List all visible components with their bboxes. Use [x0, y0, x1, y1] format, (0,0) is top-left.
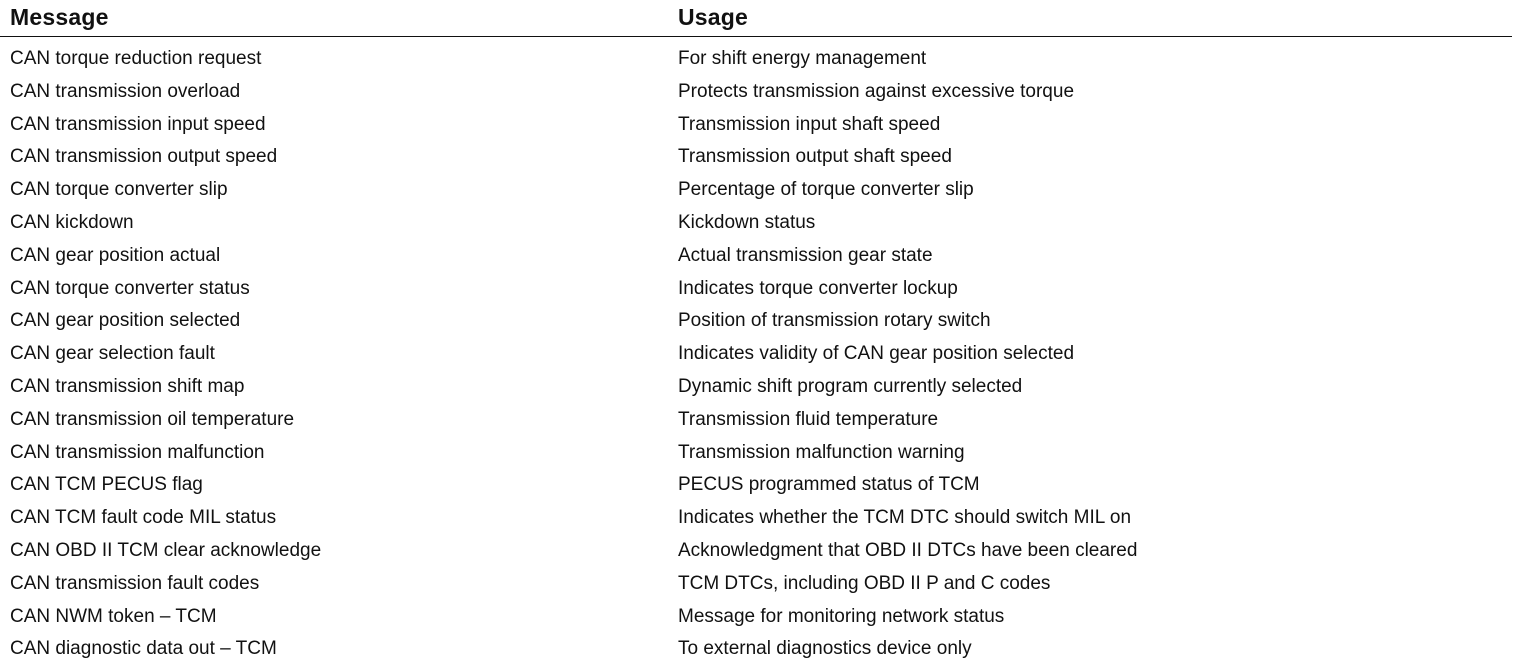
- message-cell: CAN gear selection fault: [10, 343, 215, 365]
- usage-cell: Actual transmission gear state: [678, 244, 933, 266]
- usage-cell: Dynamic shift program currently selected: [678, 375, 1023, 397]
- usage-cell: Position of transmission rotary switch: [678, 310, 991, 332]
- usage-cell: Kickdown status: [678, 211, 816, 233]
- table-row: [0, 405, 1536, 438]
- message-cell: CAN OBD II TCM clear acknowledge: [10, 539, 322, 561]
- message-cell: CAN gear position selected: [10, 310, 241, 332]
- usage-cell: Indicates validity of CAN gear position selected: [678, 343, 1075, 365]
- usage-cell: Transmission output shaft speed: [678, 146, 952, 168]
- usage-cell: PECUS programmed status of TCM: [678, 474, 980, 496]
- usage-cell: Protects transmission against excessive torque: [678, 80, 1075, 102]
- usage-cell: Percentage of torque converter slip: [678, 179, 974, 201]
- column-header-message: Message: [10, 4, 109, 30]
- table-row: [0, 274, 1536, 307]
- message-cell: CAN transmission shift map: [10, 375, 245, 397]
- message-cell: CAN transmission input speed: [10, 113, 266, 135]
- usage-cell: For shift energy management: [678, 48, 927, 69]
- message-cell: CAN kickdown: [10, 211, 134, 233]
- table-row: [0, 339, 1536, 372]
- column-header-usage: Usage: [678, 4, 749, 30]
- table-row: [0, 142, 1536, 175]
- table-row: [0, 44, 1536, 77]
- message-cell: CAN torque converter slip: [10, 179, 228, 201]
- table-row: [0, 503, 1536, 536]
- table-row: [0, 634, 1536, 667]
- table-row: [0, 241, 1536, 274]
- table-row: [0, 470, 1536, 503]
- usage-cell: TCM DTCs, including OBD II P and C codes: [678, 572, 1051, 594]
- table-row: [0, 77, 1536, 110]
- usage-cell: To external diagnostics device only: [678, 638, 972, 660]
- usage-cell: Message for monitoring network status: [678, 605, 1005, 627]
- table-body: [0, 44, 1536, 667]
- usage-cell: Transmission malfunction warning: [678, 441, 965, 463]
- table-row: [0, 536, 1536, 569]
- table-row: [0, 438, 1536, 471]
- message-cell: CAN transmission overload: [10, 80, 241, 102]
- usage-cell: Transmission fluid temperature: [678, 408, 939, 430]
- message-cell: CAN diagnostic data out – TCM: [10, 638, 277, 660]
- table-header-row: [0, 0, 1536, 38]
- table-row: [0, 306, 1536, 339]
- message-cell: CAN transmission output speed: [10, 146, 278, 168]
- usage-cell: Acknowledgment that OBD II DTCs have been cleared: [678, 539, 1138, 561]
- usage-cell: Indicates whether the TCM DTC should switch MIL on: [678, 507, 1132, 529]
- usage-cell: Indicates torque converter lockup: [678, 277, 958, 299]
- message-cell: CAN torque reduction request: [10, 48, 262, 69]
- header-divider: [0, 36, 1512, 37]
- message-cell: CAN TCM fault code MIL status: [10, 507, 277, 529]
- table-row: [0, 208, 1536, 241]
- message-cell: CAN gear position actual: [10, 244, 221, 266]
- message-cell: CAN NWM token – TCM: [10, 605, 217, 627]
- table-row: [0, 602, 1536, 635]
- table-row: [0, 175, 1536, 208]
- message-cell: CAN torque converter status: [10, 277, 250, 299]
- message-cell: CAN transmission malfunction: [10, 441, 265, 463]
- table-row: [0, 110, 1536, 143]
- message-cell: CAN transmission fault codes: [10, 572, 260, 594]
- message-cell: CAN transmission oil temperature: [10, 408, 295, 430]
- usage-cell: Transmission input shaft speed: [678, 113, 941, 135]
- message-cell: CAN TCM PECUS flag: [10, 474, 203, 496]
- table-row: [0, 569, 1536, 602]
- table-row: [0, 372, 1536, 405]
